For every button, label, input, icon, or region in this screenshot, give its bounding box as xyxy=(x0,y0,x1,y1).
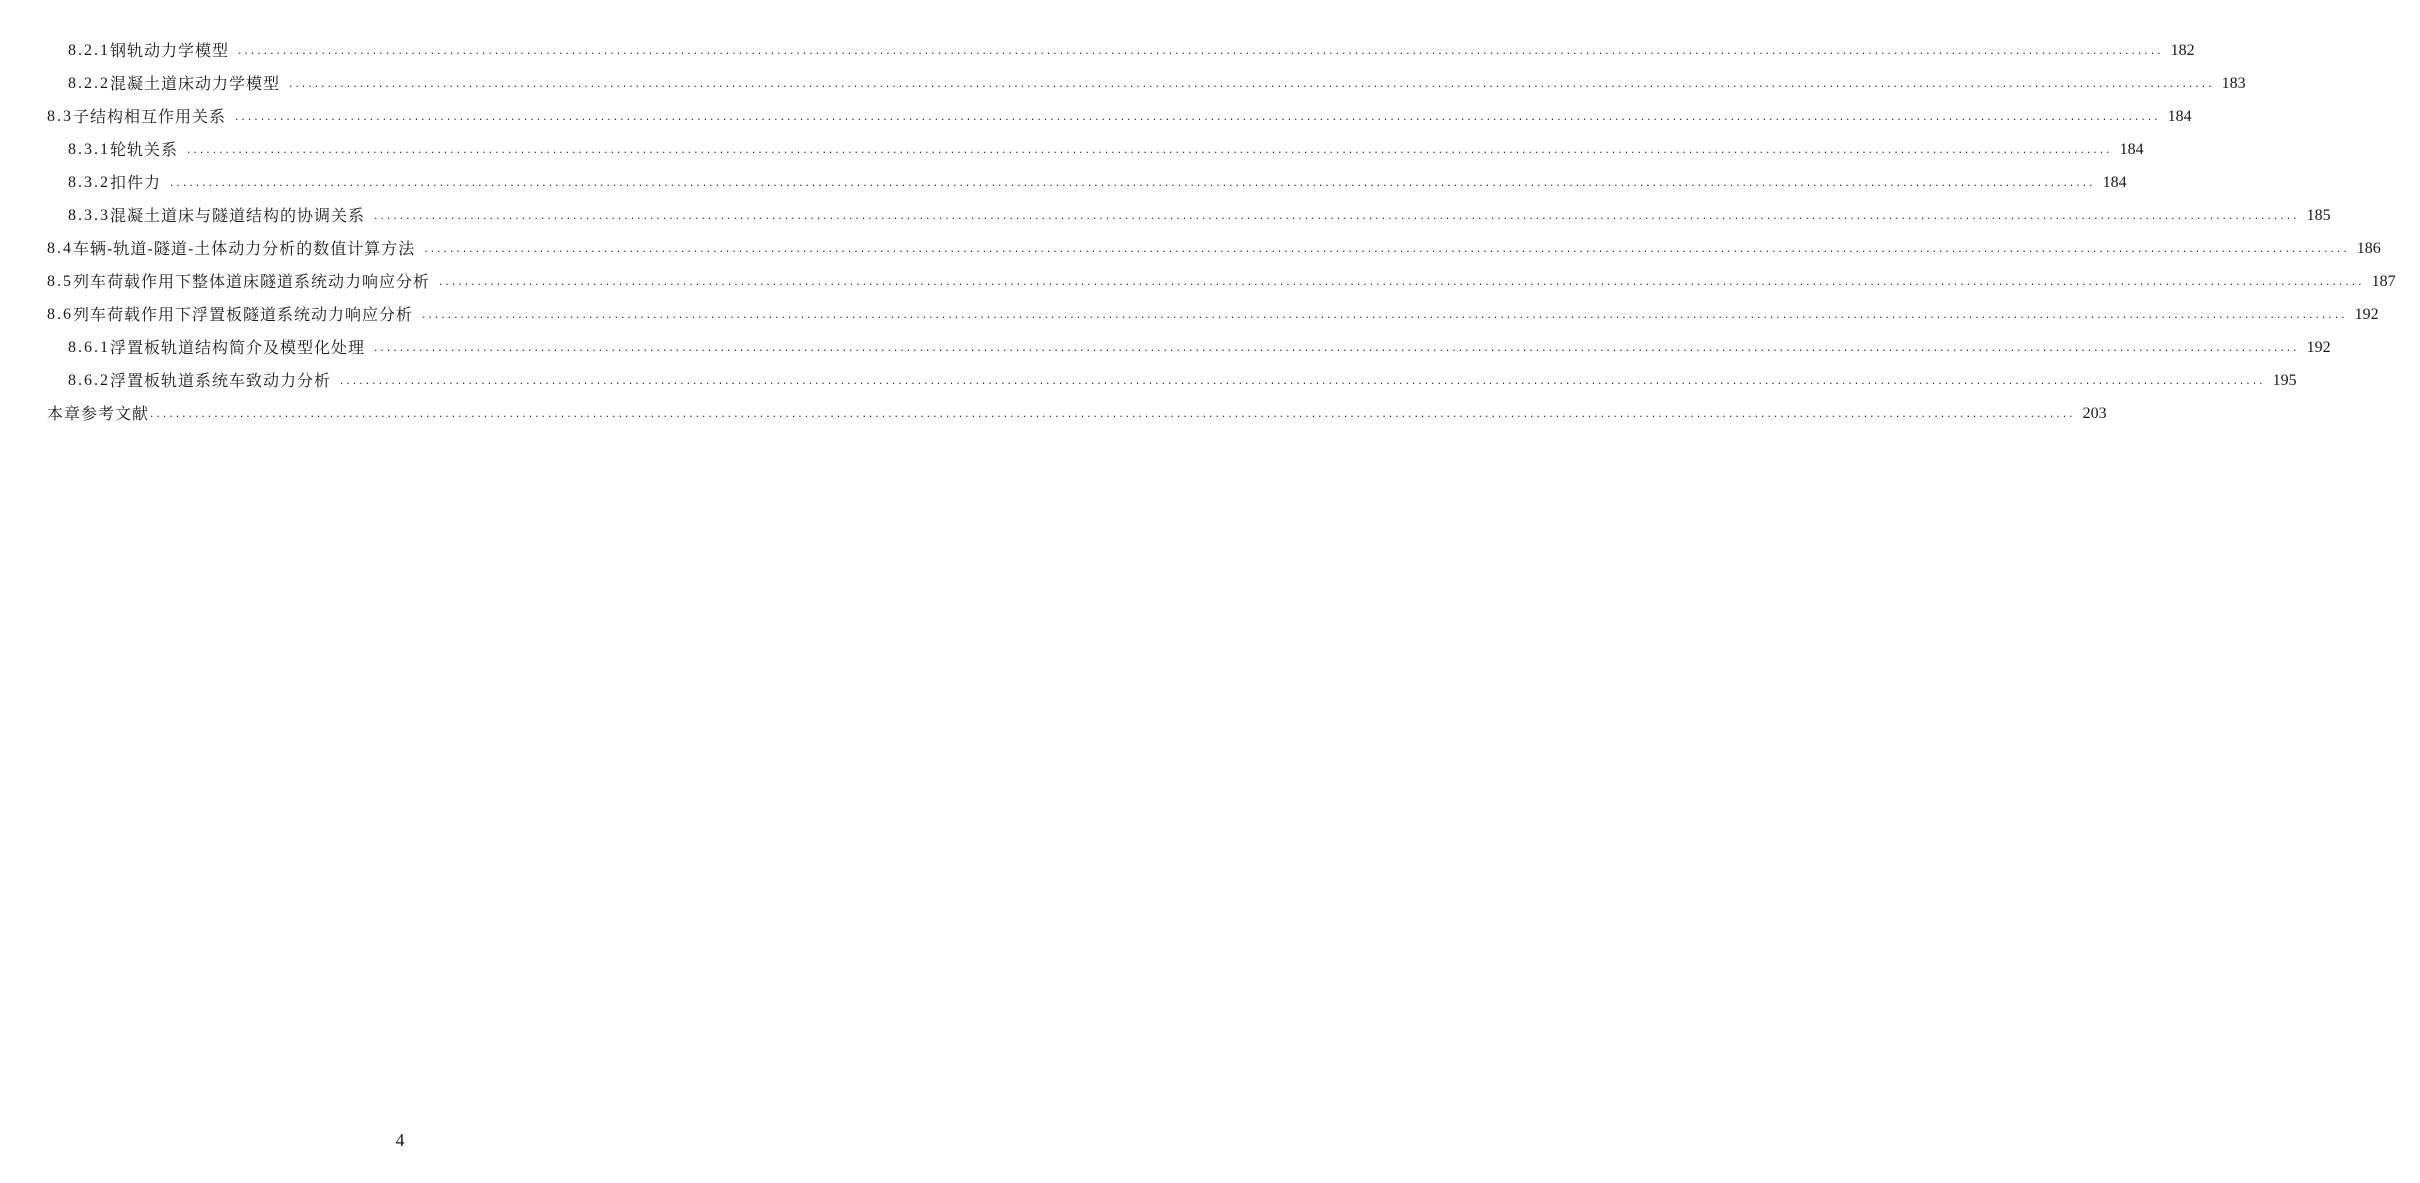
toc-entry-number: 8.2.1 xyxy=(68,41,110,59)
toc-entry-page: 203 xyxy=(2082,404,2107,422)
toc-entry-page: 184 xyxy=(2119,140,2144,158)
toc-entry-number: 8.3 xyxy=(47,107,73,125)
toc-entry-number: 8.3.1 xyxy=(68,140,110,158)
toc-entry-page: 192 xyxy=(2354,305,2379,323)
toc-dot-leader: ............................................................................................................................................................................................................................................................................................................ xyxy=(423,244,2349,255)
toc-entry[interactable] xyxy=(0,67,2246,100)
toc-dot-leader: ............................................................................................................................................................................................................................................................................................................ xyxy=(169,178,2095,189)
toc-entry[interactable] xyxy=(0,166,2127,199)
table-of-contents xyxy=(0,34,2396,430)
toc-entry-page: 187 xyxy=(2371,272,2396,290)
toc-entry-title: 列车荷载作用下整体道床隧道系统动力响应分析 xyxy=(73,271,431,291)
toc-entry[interactable] xyxy=(0,232,2381,265)
toc-entry[interactable] xyxy=(0,34,2195,67)
toc-dot-leader: ............................................................................................................................................................................................................................................................................................................ xyxy=(421,310,2347,321)
toc-dot-leader: ............................................................................................................................................................................................................................................................................................................ xyxy=(237,46,2163,57)
toc-entry-title: 浮置板轨道系统车致动力分析 xyxy=(110,370,332,390)
toc-entry[interactable] xyxy=(0,133,2144,166)
toc-dot-leader: ............................................................................................................................................................................................................................................................................................................ xyxy=(438,277,2364,288)
toc-entry-page: 185 xyxy=(2306,206,2331,224)
toc-entry-number: 8.2.2 xyxy=(68,74,110,92)
toc-entry[interactable] xyxy=(0,199,2331,232)
toc-entry[interactable] xyxy=(0,331,2331,364)
toc-entry-number: 8.6 xyxy=(47,305,73,323)
toc-entry-title: 本章参考文献 xyxy=(47,403,150,423)
toc-dot-leader: ............................................................................................................................................................................................................................................................................................................ xyxy=(149,409,2075,420)
toc-entry-page: 186 xyxy=(2356,239,2381,257)
toc-entry-title: 钢轨动力学模型 xyxy=(110,40,230,60)
toc-entry-number: 8.3.2 xyxy=(68,173,110,191)
toc-entry-title: 子结构相互作用关系 xyxy=(73,106,227,126)
toc-entry-page: 183 xyxy=(2221,74,2246,92)
toc-entry[interactable] xyxy=(0,397,2107,430)
toc-entry-number: 8.6.1 xyxy=(68,338,110,356)
toc-dot-leader: ............................................................................................................................................................................................................................................................................................................ xyxy=(234,112,2160,123)
toc-entry-number: 8.3.3 xyxy=(68,206,110,224)
toc-entry-page: 195 xyxy=(2272,371,2297,389)
toc-entry[interactable] xyxy=(0,364,2297,397)
toc-entry-title: 扣件力 xyxy=(110,172,162,192)
toc-entry[interactable] xyxy=(0,100,2192,133)
toc-entry-title: 混凝土道床动力学模型 xyxy=(110,73,281,93)
toc-dot-leader: ............................................................................................................................................................................................................................................................................................................ xyxy=(288,79,2214,90)
toc-entry[interactable] xyxy=(0,265,2396,298)
toc-entry-number: 8.4 xyxy=(47,239,73,257)
toc-entry-title: 浮置板轨道结构简介及模型化处理 xyxy=(110,337,366,357)
toc-entry-title: 混凝土道床与隧道结构的协调关系 xyxy=(110,205,366,225)
toc-dot-leader: ............................................................................................................................................................................................................................................................................................................ xyxy=(373,211,2299,222)
toc-entry-title: 车辆-轨道-隧道-土体动力分析的数值计算方法 xyxy=(73,238,416,258)
toc-entry-page: 184 xyxy=(2102,173,2127,191)
toc-dot-leader: ............................................................................................................................................................................................................................................................................................................ xyxy=(373,343,2299,354)
toc-entry-title: 列车荷载作用下浮置板隧道系统动力响应分析 xyxy=(73,304,414,324)
toc-entry-page: 182 xyxy=(2170,41,2195,59)
toc-entry-number: 8.6.2 xyxy=(68,371,110,389)
toc-entry-page: 184 xyxy=(2167,107,2192,125)
toc-dot-leader: ............................................................................................................................................................................................................................................................................................................ xyxy=(186,145,2112,156)
toc-entry[interactable] xyxy=(0,298,2379,331)
toc-dot-leader: ............................................................................................................................................................................................................................................................................................................ xyxy=(339,376,2265,387)
toc-entry-title: 轮轨关系 xyxy=(110,139,179,159)
toc-entry-page: 192 xyxy=(2306,338,2331,356)
page-number: 4 xyxy=(395,1130,405,1150)
toc-entry-number: 8.5 xyxy=(47,272,73,290)
